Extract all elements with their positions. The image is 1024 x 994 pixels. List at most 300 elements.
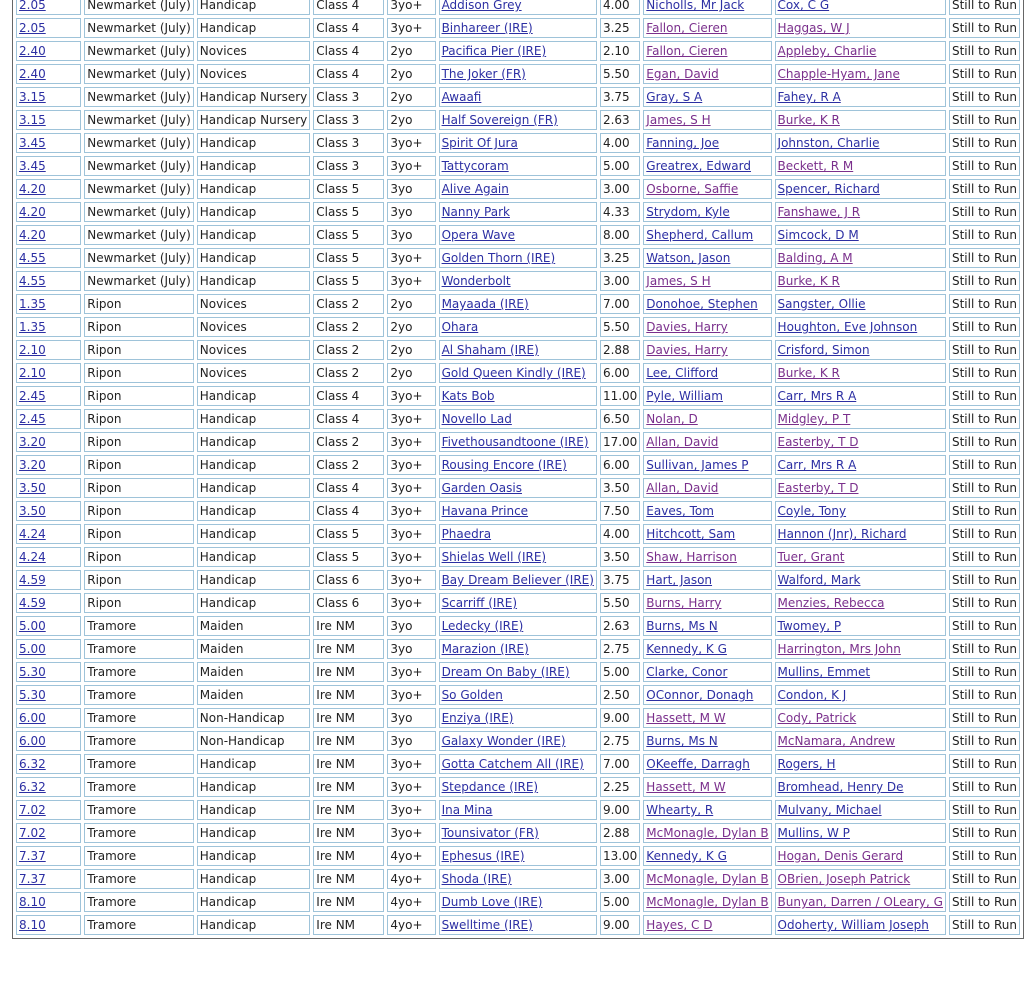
horse-cell[interactable] <box>439 225 597 245</box>
horse-link[interactable]: Tounsivator (FR) <box>441 826 539 840</box>
horse-cell[interactable] <box>439 869 597 889</box>
race-time-link[interactable]: 2.05 <box>19 0 46 12</box>
trainer-cell[interactable] <box>775 271 946 291</box>
horse-link[interactable]: Opera Wave <box>441 228 516 242</box>
jockey-link[interactable]: Whearty, R <box>646 803 714 817</box>
jockey-link[interactable]: OKeeffe, Darragh <box>646 757 750 771</box>
race-time-cell[interactable] <box>16 616 81 636</box>
horse-link[interactable]: Swelltime (IRE) <box>441 918 533 932</box>
horse-cell[interactable] <box>439 915 597 935</box>
race-time-cell[interactable] <box>16 363 81 383</box>
race-time-cell[interactable] <box>16 869 81 889</box>
horse-link[interactable]: Enziya (IRE) <box>441 711 514 725</box>
jockey-cell[interactable] <box>643 524 771 544</box>
trainer-cell[interactable] <box>775 892 946 912</box>
race-time-link[interactable]: 4.24 <box>19 550 46 564</box>
horse-link[interactable]: Rousing Encore (IRE) <box>441 458 567 472</box>
jockey-link[interactable]: Clarke, Conor <box>646 665 728 679</box>
race-time-cell[interactable] <box>16 294 81 314</box>
horse-link[interactable]: Awaafi <box>441 90 482 104</box>
jockey-link[interactable]: Kennedy, K G <box>646 642 727 656</box>
trainer-cell[interactable] <box>775 800 946 820</box>
race-time-cell[interactable] <box>16 110 81 130</box>
jockey-cell[interactable] <box>643 777 771 797</box>
horse-link[interactable]: The Joker (FR) <box>441 67 526 81</box>
race-time-link[interactable]: 2.40 <box>19 67 46 81</box>
jockey-link[interactable]: McMonagle, Dylan B <box>646 895 769 909</box>
jockey-link[interactable]: Fallon, Cieren <box>646 44 728 58</box>
race-time-cell[interactable] <box>16 41 81 61</box>
race-time-cell[interactable] <box>16 18 81 38</box>
trainer-link[interactable]: Beckett, R M <box>777 159 854 173</box>
jockey-cell[interactable] <box>643 432 771 452</box>
jockey-cell[interactable] <box>643 823 771 843</box>
jockey-cell[interactable] <box>643 0 771 15</box>
race-time-cell[interactable] <box>16 455 81 475</box>
horse-cell[interactable] <box>439 156 597 176</box>
jockey-cell[interactable] <box>643 685 771 705</box>
horse-cell[interactable] <box>439 570 597 590</box>
trainer-link[interactable]: Mulvany, Michael <box>777 803 882 817</box>
jockey-link[interactable]: Eaves, Tom <box>646 504 714 518</box>
jockey-cell[interactable] <box>643 409 771 429</box>
jockey-cell[interactable] <box>643 570 771 590</box>
race-time-link[interactable]: 5.30 <box>19 688 46 702</box>
horse-cell[interactable] <box>439 18 597 38</box>
trainer-cell[interactable] <box>775 179 946 199</box>
horse-cell[interactable] <box>439 662 597 682</box>
horse-link[interactable]: Spirit Of Jura <box>441 136 518 150</box>
jockey-cell[interactable] <box>643 156 771 176</box>
trainer-link[interactable]: Burke, K R <box>777 113 840 127</box>
trainer-cell[interactable] <box>775 386 946 406</box>
trainer-cell[interactable] <box>775 501 946 521</box>
trainer-link[interactable]: Johnston, Charlie <box>777 136 880 150</box>
trainer-link[interactable]: Hogan, Denis Gerard <box>777 849 904 863</box>
horse-cell[interactable] <box>439 271 597 291</box>
jockey-link[interactable]: Burns, Ms N <box>646 734 718 748</box>
horse-link[interactable]: Alive Again <box>441 182 509 196</box>
race-time-link[interactable]: 6.32 <box>19 780 46 794</box>
horse-cell[interactable] <box>439 685 597 705</box>
horse-cell[interactable] <box>439 777 597 797</box>
horse-link[interactable]: Havana Prince <box>441 504 529 518</box>
race-time-cell[interactable] <box>16 593 81 613</box>
trainer-cell[interactable] <box>775 455 946 475</box>
trainer-cell[interactable] <box>775 363 946 383</box>
trainer-cell[interactable] <box>775 754 946 774</box>
trainer-cell[interactable] <box>775 639 946 659</box>
jockey-cell[interactable] <box>643 317 771 337</box>
trainer-link[interactable]: Appleby, Charlie <box>777 44 877 58</box>
race-time-link[interactable]: 5.00 <box>19 619 46 633</box>
race-time-cell[interactable] <box>16 179 81 199</box>
trainer-cell[interactable] <box>775 570 946 590</box>
trainer-link[interactable]: Tuer, Grant <box>777 550 845 564</box>
trainer-link[interactable]: Condon, K J <box>777 688 847 702</box>
race-time-cell[interactable] <box>16 0 81 15</box>
trainer-cell[interactable] <box>775 0 946 15</box>
race-time-cell[interactable] <box>16 248 81 268</box>
trainer-cell[interactable] <box>775 708 946 728</box>
race-time-link[interactable]: 2.10 <box>19 343 46 357</box>
trainer-link[interactable]: Mullins, W P <box>777 826 850 840</box>
jockey-link[interactable]: Davies, Harry <box>646 320 728 334</box>
jockey-link[interactable]: Allan, David <box>646 435 719 449</box>
jockey-cell[interactable] <box>643 340 771 360</box>
horse-link[interactable]: Gotta Catchem All (IRE) <box>441 757 584 771</box>
race-time-cell[interactable] <box>16 156 81 176</box>
trainer-cell[interactable] <box>775 248 946 268</box>
jockey-link[interactable]: Lee, Clifford <box>646 366 719 380</box>
horse-link[interactable]: Phaedra <box>441 527 492 541</box>
race-time-cell[interactable] <box>16 823 81 843</box>
trainer-link[interactable]: Menzies, Rebecca <box>777 596 885 610</box>
horse-link[interactable]: Novello Lad <box>441 412 512 426</box>
race-time-cell[interactable] <box>16 202 81 222</box>
race-time-cell[interactable] <box>16 846 81 866</box>
trainer-link[interactable]: Coyle, Tony <box>777 504 847 518</box>
race-time-link[interactable]: 6.32 <box>19 757 46 771</box>
race-time-cell[interactable] <box>16 386 81 406</box>
jockey-link[interactable]: Hassett, M W <box>646 711 726 725</box>
race-time-cell[interactable] <box>16 317 81 337</box>
horse-link[interactable]: Fivethousandtoone (IRE) <box>441 435 589 449</box>
horse-cell[interactable] <box>439 0 597 15</box>
jockey-cell[interactable] <box>643 754 771 774</box>
horse-link[interactable]: So Golden <box>441 688 503 702</box>
horse-cell[interactable] <box>439 248 597 268</box>
jockey-cell[interactable] <box>643 547 771 567</box>
trainer-link[interactable]: Chapple-Hyam, Jane <box>777 67 900 81</box>
horse-link[interactable]: Gold Queen Kindly (IRE) <box>441 366 586 380</box>
horse-cell[interactable] <box>439 87 597 107</box>
race-time-cell[interactable] <box>16 915 81 935</box>
trainer-link[interactable]: McNamara, Andrew <box>777 734 896 748</box>
jockey-cell[interactable] <box>643 294 771 314</box>
jockey-link[interactable]: Shepherd, Callum <box>646 228 754 242</box>
trainer-cell[interactable] <box>775 593 946 613</box>
race-time-cell[interactable] <box>16 800 81 820</box>
race-time-link[interactable]: 6.00 <box>19 711 46 725</box>
horse-link[interactable]: Dumb Love (IRE) <box>441 895 543 909</box>
race-time-link[interactable]: 3.45 <box>19 136 46 150</box>
trainer-link[interactable]: Sangster, Ollie <box>777 297 866 311</box>
trainer-cell[interactable] <box>775 133 946 153</box>
trainer-link[interactable]: Rogers, H <box>777 757 836 771</box>
race-time-link[interactable]: 1.35 <box>19 297 46 311</box>
race-time-cell[interactable] <box>16 225 81 245</box>
trainer-cell[interactable] <box>775 823 946 843</box>
horse-link[interactable]: Addison Grey <box>441 0 522 12</box>
trainer-link[interactable]: Odoherty, William Joseph <box>777 918 929 932</box>
jockey-link[interactable]: Nolan, D <box>646 412 698 426</box>
jockey-cell[interactable] <box>643 18 771 38</box>
horse-cell[interactable] <box>439 363 597 383</box>
jockey-cell[interactable] <box>643 386 771 406</box>
race-time-cell[interactable] <box>16 892 81 912</box>
jockey-cell[interactable] <box>643 915 771 935</box>
trainer-cell[interactable] <box>775 547 946 567</box>
jockey-cell[interactable] <box>643 616 771 636</box>
horse-link[interactable]: Ina Mina <box>441 803 493 817</box>
jockey-cell[interactable] <box>643 800 771 820</box>
jockey-link[interactable]: Shaw, Harrison <box>646 550 737 564</box>
race-time-link[interactable]: 4.55 <box>19 251 46 265</box>
horse-link[interactable]: Galaxy Wonder (IRE) <box>441 734 566 748</box>
horse-link[interactable]: Ledecky (IRE) <box>441 619 524 633</box>
jockey-cell[interactable] <box>643 110 771 130</box>
trainer-link[interactable]: Simcock, D M <box>777 228 859 242</box>
trainer-link[interactable]: Carr, Mrs R A <box>777 389 857 403</box>
race-time-cell[interactable] <box>16 685 81 705</box>
trainer-link[interactable]: Fanshawe, J R <box>777 205 861 219</box>
race-time-link[interactable]: 3.50 <box>19 481 46 495</box>
jockey-link[interactable]: Strydom, Kyle <box>646 205 730 219</box>
trainer-cell[interactable] <box>775 110 946 130</box>
trainer-cell[interactable] <box>775 432 946 452</box>
trainer-link[interactable]: Carr, Mrs R A <box>777 458 857 472</box>
horse-cell[interactable] <box>439 133 597 153</box>
jockey-link[interactable]: Fallon, Cieren <box>646 21 728 35</box>
horse-link[interactable]: Stepdance (IRE) <box>441 780 539 794</box>
race-time-link[interactable]: 4.20 <box>19 205 46 219</box>
trainer-link[interactable]: Midgley, P T <box>777 412 851 426</box>
race-time-link[interactable]: 7.02 <box>19 803 46 817</box>
race-time-link[interactable]: 4.55 <box>19 274 46 288</box>
trainer-link[interactable]: Cox, C G <box>777 0 830 12</box>
race-time-cell[interactable] <box>16 547 81 567</box>
jockey-link[interactable]: James, S H <box>646 113 711 127</box>
race-time-cell[interactable] <box>16 777 81 797</box>
race-time-cell[interactable] <box>16 478 81 498</box>
jockey-cell[interactable] <box>643 225 771 245</box>
trainer-cell[interactable] <box>775 202 946 222</box>
jockey-cell[interactable] <box>643 87 771 107</box>
race-time-cell[interactable] <box>16 754 81 774</box>
trainer-cell[interactable] <box>775 64 946 84</box>
trainer-link[interactable]: Easterby, T D <box>777 481 859 495</box>
horse-cell[interactable] <box>439 294 597 314</box>
race-time-cell[interactable] <box>16 662 81 682</box>
race-time-cell[interactable] <box>16 731 81 751</box>
race-time-link[interactable]: 1.35 <box>19 320 46 334</box>
race-time-link[interactable]: 8.10 <box>19 895 46 909</box>
horse-link[interactable]: Al Shaham (IRE) <box>441 343 539 357</box>
trainer-cell[interactable] <box>775 294 946 314</box>
jockey-link[interactable]: Hassett, M W <box>646 780 726 794</box>
trainer-cell[interactable] <box>775 340 946 360</box>
race-time-cell[interactable] <box>16 409 81 429</box>
horse-link[interactable]: Ohara <box>441 320 479 334</box>
race-time-link[interactable]: 2.10 <box>19 366 46 380</box>
race-time-cell[interactable] <box>16 708 81 728</box>
horse-cell[interactable] <box>439 501 597 521</box>
jockey-cell[interactable] <box>643 202 771 222</box>
race-time-link[interactable]: 6.00 <box>19 734 46 748</box>
trainer-cell[interactable] <box>775 685 946 705</box>
race-time-link[interactable]: 2.45 <box>19 412 46 426</box>
horse-cell[interactable] <box>439 340 597 360</box>
jockey-link[interactable]: Nicholls, Mr Jack <box>646 0 745 12</box>
trainer-cell[interactable] <box>775 317 946 337</box>
horse-cell[interactable] <box>439 892 597 912</box>
trainer-cell[interactable] <box>775 478 946 498</box>
jockey-link[interactable]: James, S H <box>646 274 711 288</box>
horse-link[interactable]: Bay Dream Believer (IRE) <box>441 573 594 587</box>
jockey-cell[interactable] <box>643 593 771 613</box>
race-time-link[interactable]: 7.02 <box>19 826 46 840</box>
jockey-cell[interactable] <box>643 363 771 383</box>
jockey-link[interactable]: Hart, Jason <box>646 573 713 587</box>
horse-cell[interactable] <box>439 41 597 61</box>
race-time-link[interactable]: 5.00 <box>19 642 46 656</box>
horse-cell[interactable] <box>439 409 597 429</box>
jockey-link[interactable]: McMonagle, Dylan B <box>646 826 769 840</box>
jockey-link[interactable]: Gray, S A <box>646 90 703 104</box>
horse-link[interactable]: Garden Oasis <box>441 481 522 495</box>
horse-cell[interactable] <box>439 754 597 774</box>
jockey-cell[interactable] <box>643 133 771 153</box>
trainer-cell[interactable] <box>775 87 946 107</box>
horse-link[interactable]: Ephesus (IRE) <box>441 849 525 863</box>
jockey-link[interactable]: Fanning, Joe <box>646 136 720 150</box>
jockey-link[interactable]: Davies, Harry <box>646 343 728 357</box>
horse-cell[interactable] <box>439 524 597 544</box>
race-time-link[interactable]: 2.45 <box>19 389 46 403</box>
horse-cell[interactable] <box>439 432 597 452</box>
trainer-cell[interactable] <box>775 777 946 797</box>
jockey-link[interactable]: Watson, Jason <box>646 251 731 265</box>
trainer-link[interactable]: Burke, K R <box>777 366 840 380</box>
horse-link[interactable]: Binhareer (IRE) <box>441 21 533 35</box>
horse-cell[interactable] <box>439 478 597 498</box>
jockey-cell[interactable] <box>643 639 771 659</box>
race-time-link[interactable]: 3.20 <box>19 435 46 449</box>
trainer-cell[interactable] <box>775 662 946 682</box>
horse-link[interactable]: Tattycoram <box>441 159 509 173</box>
jockey-cell[interactable] <box>643 846 771 866</box>
horse-cell[interactable] <box>439 110 597 130</box>
trainer-link[interactable]: Houghton, Eve Johnson <box>777 320 918 334</box>
race-time-cell[interactable] <box>16 64 81 84</box>
race-time-cell[interactable] <box>16 340 81 360</box>
horse-link[interactable]: Half Sovereign (FR) <box>441 113 558 127</box>
jockey-link[interactable]: Hitchcott, Sam <box>646 527 736 541</box>
race-time-link[interactable]: 5.30 <box>19 665 46 679</box>
trainer-link[interactable]: Spencer, Richard <box>777 182 880 196</box>
trainer-link[interactable]: Cody, Patrick <box>777 711 857 725</box>
trainer-cell[interactable] <box>775 156 946 176</box>
race-time-cell[interactable] <box>16 87 81 107</box>
trainer-link[interactable]: OBrien, Joseph Patrick <box>777 872 911 886</box>
race-time-link[interactable]: 8.10 <box>19 918 46 932</box>
race-time-cell[interactable] <box>16 501 81 521</box>
horse-cell[interactable] <box>439 616 597 636</box>
trainer-cell[interactable] <box>775 731 946 751</box>
trainer-link[interactable]: Easterby, T D <box>777 435 859 449</box>
jockey-link[interactable]: McMonagle, Dylan B <box>646 872 769 886</box>
jockey-cell[interactable] <box>643 892 771 912</box>
jockey-link[interactable]: Donohoe, Stephen <box>646 297 758 311</box>
jockey-link[interactable]: Allan, David <box>646 481 719 495</box>
horse-link[interactable]: Pacifica Pier (IRE) <box>441 44 547 58</box>
horse-cell[interactable] <box>439 64 597 84</box>
jockey-link[interactable]: OConnor, Donagh <box>646 688 754 702</box>
race-time-cell[interactable] <box>16 524 81 544</box>
horse-link[interactable]: Shoda (IRE) <box>441 872 512 886</box>
jockey-cell[interactable] <box>643 478 771 498</box>
horse-cell[interactable] <box>439 317 597 337</box>
trainer-link[interactable]: Crisford, Simon <box>777 343 870 357</box>
horse-link[interactable]: Kats Bob <box>441 389 495 403</box>
race-time-link[interactable]: 3.45 <box>19 159 46 173</box>
race-time-cell[interactable] <box>16 271 81 291</box>
trainer-link[interactable]: Fahey, R A <box>777 90 841 104</box>
trainer-cell[interactable] <box>775 18 946 38</box>
race-time-link[interactable]: 4.24 <box>19 527 46 541</box>
horse-cell[interactable] <box>439 202 597 222</box>
race-time-link[interactable]: 4.20 <box>19 182 46 196</box>
trainer-link[interactable]: Balding, A M <box>777 251 853 265</box>
jockey-cell[interactable] <box>643 179 771 199</box>
jockey-cell[interactable] <box>643 662 771 682</box>
jockey-link[interactable]: Burns, Ms N <box>646 619 718 633</box>
horse-cell[interactable] <box>439 386 597 406</box>
horse-link[interactable]: Dream On Baby (IRE) <box>441 665 570 679</box>
race-time-link[interactable]: 3.15 <box>19 113 46 127</box>
trainer-link[interactable]: Burke, K R <box>777 274 840 288</box>
race-time-link[interactable]: 7.37 <box>19 849 46 863</box>
horse-cell[interactable] <box>439 731 597 751</box>
horse-link[interactable]: Marazion (IRE) <box>441 642 529 656</box>
horse-link[interactable]: Golden Thorn (IRE) <box>441 251 556 265</box>
horse-link[interactable]: Mayaada (IRE) <box>441 297 529 311</box>
trainer-cell[interactable] <box>775 225 946 245</box>
jockey-cell[interactable] <box>643 271 771 291</box>
horse-cell[interactable] <box>439 800 597 820</box>
jockey-link[interactable]: Pyle, William <box>646 389 723 403</box>
jockey-link[interactable]: Osborne, Saffie <box>646 182 739 196</box>
race-time-link[interactable]: 4.20 <box>19 228 46 242</box>
trainer-link[interactable]: Harrington, Mrs John <box>777 642 901 656</box>
race-time-link[interactable]: 4.59 <box>19 573 46 587</box>
jockey-cell[interactable] <box>643 731 771 751</box>
jockey-cell[interactable] <box>643 41 771 61</box>
trainer-link[interactable]: Mullins, Emmet <box>777 665 871 679</box>
jockey-cell[interactable] <box>643 708 771 728</box>
jockey-link[interactable]: Greatrex, Edward <box>646 159 751 173</box>
trainer-link[interactable]: Walford, Mark <box>777 573 861 587</box>
jockey-cell[interactable] <box>643 248 771 268</box>
horse-cell[interactable] <box>439 708 597 728</box>
jockey-cell[interactable] <box>643 455 771 475</box>
jockey-link[interactable]: Burns, Harry <box>646 596 722 610</box>
jockey-cell[interactable] <box>643 869 771 889</box>
trainer-link[interactable]: Bunyan, Darren / OLeary, G <box>777 895 943 909</box>
trainer-cell[interactable] <box>775 409 946 429</box>
race-time-cell[interactable] <box>16 639 81 659</box>
trainer-cell[interactable] <box>775 915 946 935</box>
horse-cell[interactable] <box>439 455 597 475</box>
race-time-cell[interactable] <box>16 570 81 590</box>
horse-cell[interactable] <box>439 593 597 613</box>
horse-link[interactable]: Scarriff (IRE) <box>441 596 518 610</box>
jockey-link[interactable]: Sullivan, James P <box>646 458 749 472</box>
race-time-link[interactable]: 3.15 <box>19 90 46 104</box>
horse-link[interactable]: Wonderbolt <box>441 274 511 288</box>
race-time-link[interactable]: 4.59 <box>19 596 46 610</box>
